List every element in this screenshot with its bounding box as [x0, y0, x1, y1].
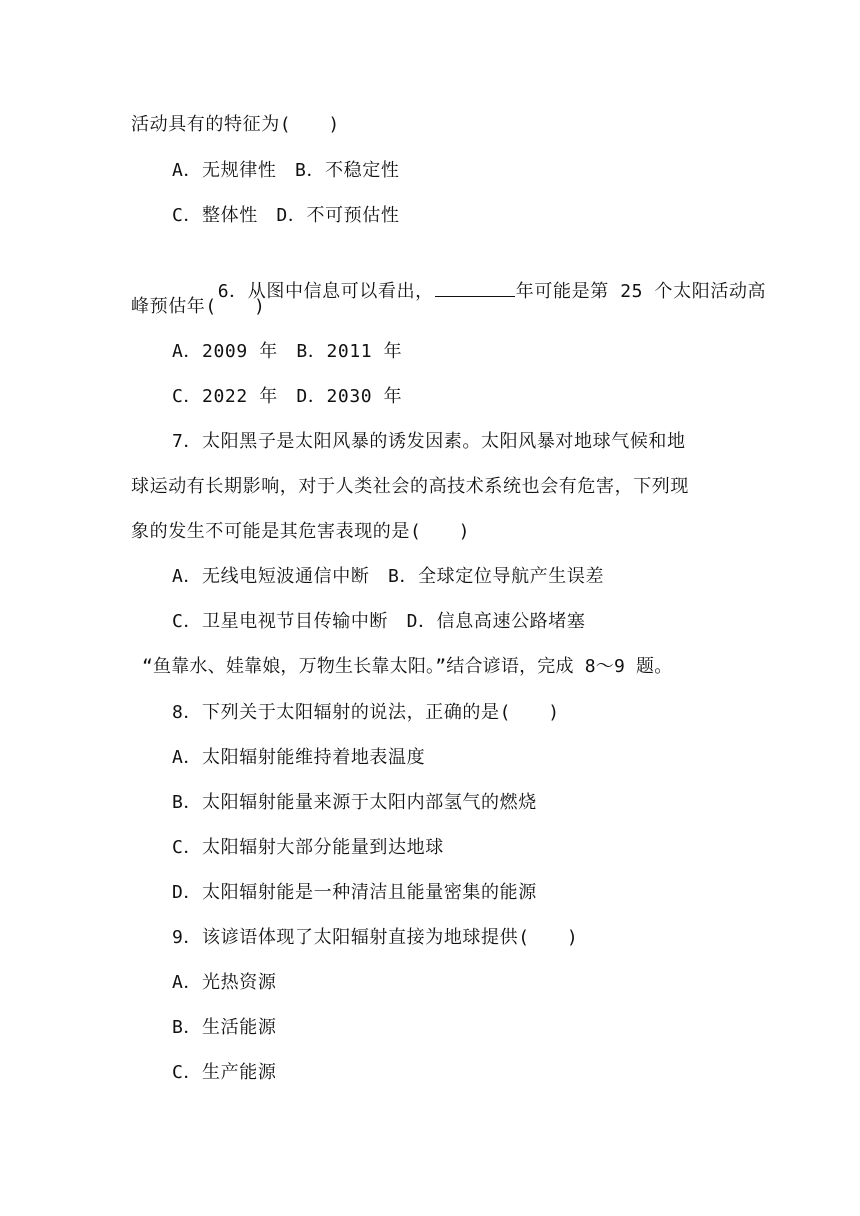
question-8-option-b: B．太阳辐射能量来源于太阳内部氢气的燃烧 — [172, 792, 537, 813]
question-7-stem-line-3: 象的发生不可能是其危害表现的是( ) — [131, 521, 471, 542]
question-9-option-a: A．光热资源 — [172, 972, 277, 993]
answer-blank — [435, 278, 515, 297]
question-5-options-cd: C．整体性 D．不可预估性 — [172, 205, 400, 226]
question-7-options-cd: C．卫星电视节目传输中断 D．信息高速公路堵塞 — [172, 611, 586, 632]
question-8-option-c: C．太阳辐射大部分能量到达地球 — [172, 837, 444, 858]
question-8-stem: 8．下列关于太阳辐射的说法，正确的是( ) — [172, 702, 560, 723]
question-6-options-ab: A．2009 年 B．2011 年 — [172, 341, 403, 362]
question-5-stem-tail: 活动具有的特征为( ) — [131, 114, 340, 135]
question-7-stem-line-1: 7．太阳黑子是太阳风暴的诱发因素。太阳风暴对地球气候和地 — [172, 431, 686, 452]
question-7-options-ab: A．无线电短波通信中断 B．全球定位导航产生误差 — [172, 566, 605, 587]
question-6-suffix: 年可能是第 25 个太阳活动高 — [515, 281, 767, 302]
question-6-prefix: 6．从图中信息可以看出， — [217, 281, 434, 302]
question-6-stem-line-2: 峰预估年( ) — [131, 296, 266, 317]
question-6-options-cd: C．2022 年 D．2030 年 — [172, 386, 403, 407]
question-9-option-c: C．生产能源 — [172, 1062, 277, 1083]
question-7-stem-line-2: 球运动有长期影响，对于人类社会的高技术系统也会有危害，下列现 — [131, 476, 689, 497]
question-9-stem: 9．该谚语体现了太阳辐射直接为地球提供( ) — [172, 927, 579, 948]
question-8-option-d: D．太阳辐射能是一种清洁且能量密集的能源 — [172, 882, 537, 903]
proverb-intro: “鱼靠水、娃靠娘，万物生长靠太阳。”结合谚语，完成 8～9 题。 — [142, 656, 673, 677]
question-9-option-b: B．生活能源 — [172, 1017, 277, 1038]
question-8-option-a: A．太阳辐射能维持着地表温度 — [172, 747, 426, 768]
question-5-options-ab: A．无规律性 B．不稳定性 — [172, 160, 400, 181]
question-6-stem-line-1 — [172, 247, 767, 302]
